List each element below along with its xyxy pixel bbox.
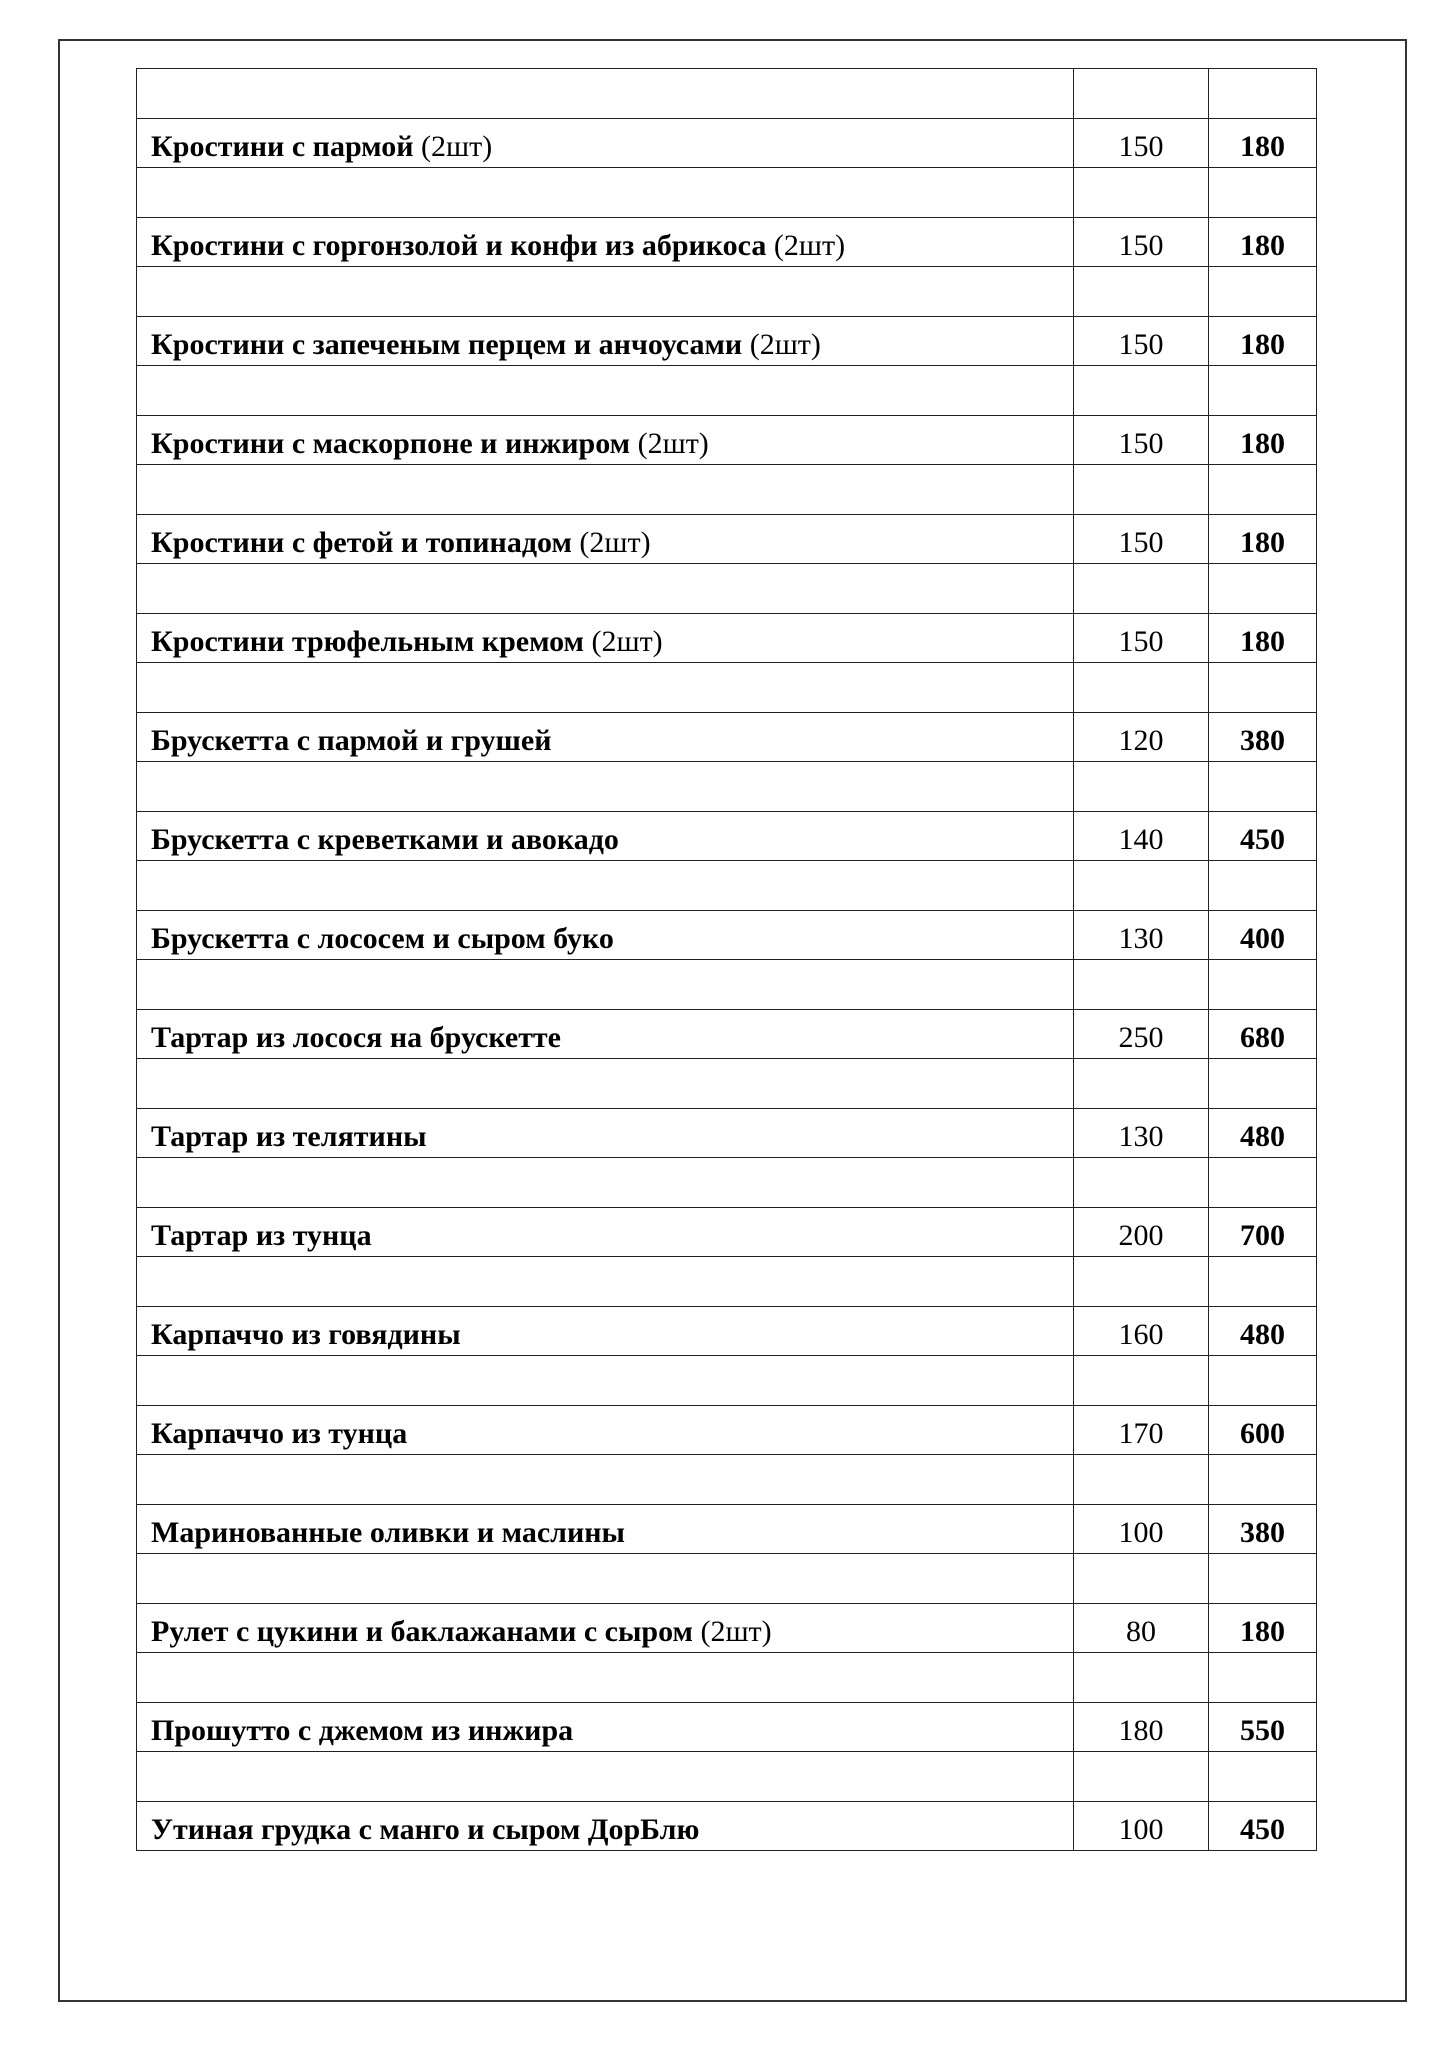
item-price: 180 xyxy=(1209,415,1317,465)
empty-cell xyxy=(137,1653,1074,1703)
menu-item-row xyxy=(137,1504,1317,1554)
item-name: Кростини с маскорпоне и инжиром xyxy=(151,427,631,460)
spacer-row xyxy=(137,69,1317,119)
item-price: 380 xyxy=(1209,1504,1317,1554)
empty-cell xyxy=(1209,564,1317,614)
item-price: 450 xyxy=(1209,811,1317,861)
item-name-cell xyxy=(137,910,1074,960)
empty-cell xyxy=(1209,762,1317,812)
empty-cell xyxy=(137,861,1074,911)
empty-cell xyxy=(1209,168,1317,218)
item-weight: 120 xyxy=(1074,712,1209,762)
empty-cell xyxy=(1074,1257,1209,1307)
menu-item-row xyxy=(137,712,1317,762)
item-weight: 200 xyxy=(1074,1207,1209,1257)
item-name: Кростини трюфельным кремом xyxy=(151,625,584,658)
empty-cell xyxy=(137,960,1074,1010)
empty-cell xyxy=(1209,1356,1317,1406)
spacer-row xyxy=(137,1752,1317,1802)
empty-cell xyxy=(1074,663,1209,713)
item-name-cell xyxy=(137,613,1074,663)
item-weight: 100 xyxy=(1074,1504,1209,1554)
empty-cell xyxy=(137,366,1074,416)
empty-cell xyxy=(1074,861,1209,911)
empty-cell xyxy=(1074,1455,1209,1505)
item-weight: 150 xyxy=(1074,415,1209,465)
item-price: 180 xyxy=(1209,316,1317,366)
item-name: Тартар из лосося на брускетте xyxy=(151,1021,561,1054)
menu-table xyxy=(136,68,1317,1851)
empty-cell xyxy=(1074,1059,1209,1109)
empty-cell xyxy=(137,1455,1074,1505)
item-name-cell xyxy=(137,811,1074,861)
item-name-cell xyxy=(137,1405,1074,1455)
empty-cell xyxy=(137,1158,1074,1208)
menu-item-row xyxy=(137,613,1317,663)
item-weight: 180 xyxy=(1074,1702,1209,1752)
spacer-row xyxy=(137,1257,1317,1307)
empty-cell xyxy=(137,1059,1074,1109)
item-note: (2шт) xyxy=(637,427,709,460)
item-name: Кростини с фетой и топинадом xyxy=(151,526,572,559)
empty-cell xyxy=(1209,1554,1317,1604)
empty-cell xyxy=(1209,366,1317,416)
empty-cell xyxy=(1074,1554,1209,1604)
item-name-cell xyxy=(137,1801,1074,1851)
spacer-row xyxy=(137,1158,1317,1208)
empty-cell xyxy=(137,1356,1074,1406)
empty-cell xyxy=(137,1554,1074,1604)
item-name-cell xyxy=(137,1702,1074,1752)
empty-cell xyxy=(1074,1752,1209,1802)
item-name: Кростини с горгонзолой и конфи из абрикоса xyxy=(151,229,767,262)
item-name: Кростини с запеченым перцем и анчоусами xyxy=(151,328,743,361)
empty-cell xyxy=(1209,1059,1317,1109)
spacer-row xyxy=(137,168,1317,218)
item-note: (2шт) xyxy=(749,328,821,361)
empty-cell xyxy=(137,564,1074,614)
item-name: Прошутто с джемом из инжира xyxy=(151,1714,574,1747)
menu-table-body xyxy=(137,69,1317,1851)
item-name: Брускетта с пармой и грушей xyxy=(151,724,552,757)
item-price: 180 xyxy=(1209,1603,1317,1653)
item-name-cell xyxy=(137,712,1074,762)
menu-item-row xyxy=(137,811,1317,861)
item-name: Тартар из тунца xyxy=(151,1219,372,1252)
item-note: (2шт) xyxy=(773,229,846,262)
item-name: Кростини с пармой xyxy=(151,130,414,163)
item-name-cell xyxy=(137,514,1074,564)
item-price: 480 xyxy=(1209,1108,1317,1158)
empty-cell xyxy=(137,69,1074,119)
item-note: (2шт) xyxy=(421,130,493,163)
item-note: (2шт) xyxy=(579,526,651,559)
empty-cell xyxy=(1074,465,1209,515)
item-price: 380 xyxy=(1209,712,1317,762)
item-weight: 130 xyxy=(1074,910,1209,960)
item-name-cell xyxy=(137,415,1074,465)
item-note: (2шт) xyxy=(700,1615,772,1648)
menu-item-row xyxy=(137,1009,1317,1059)
empty-cell xyxy=(1074,69,1209,119)
spacer-row xyxy=(137,465,1317,515)
menu-item-row xyxy=(137,1801,1317,1851)
item-weight: 140 xyxy=(1074,811,1209,861)
item-price: 180 xyxy=(1209,613,1317,663)
item-weight: 150 xyxy=(1074,118,1209,168)
item-name: Брускетта с лососем и сыром буко xyxy=(151,922,614,955)
item-name: Карпаччо из тунца xyxy=(151,1417,408,1450)
empty-cell xyxy=(1209,267,1317,317)
item-name-cell xyxy=(137,1207,1074,1257)
spacer-row xyxy=(137,564,1317,614)
empty-cell xyxy=(1209,1257,1317,1307)
spacer-row xyxy=(137,366,1317,416)
item-name: Рулет с цукини и баклажанами с сыром xyxy=(151,1615,693,1648)
item-price: 680 xyxy=(1209,1009,1317,1059)
item-name: Тартар из телятины xyxy=(151,1120,427,1153)
menu-item-row xyxy=(137,910,1317,960)
item-price: 700 xyxy=(1209,1207,1317,1257)
empty-cell xyxy=(1074,762,1209,812)
item-weight: 100 xyxy=(1074,1801,1209,1851)
menu-item-row xyxy=(137,217,1317,267)
menu-item-row xyxy=(137,118,1317,168)
spacer-row xyxy=(137,267,1317,317)
spacer-row xyxy=(137,1455,1317,1505)
empty-cell xyxy=(1074,267,1209,317)
item-weight: 150 xyxy=(1074,514,1209,564)
menu-item-row xyxy=(137,1405,1317,1455)
empty-cell xyxy=(1209,663,1317,713)
empty-cell xyxy=(1074,1356,1209,1406)
item-weight: 80 xyxy=(1074,1603,1209,1653)
empty-cell xyxy=(1209,1752,1317,1802)
item-name-cell xyxy=(137,1108,1074,1158)
spacer-row xyxy=(137,861,1317,911)
spacer-row xyxy=(137,1653,1317,1703)
menu-item-row xyxy=(137,1702,1317,1752)
empty-cell xyxy=(1209,1653,1317,1703)
spacer-row xyxy=(137,1554,1317,1604)
menu-item-row xyxy=(137,415,1317,465)
spacer-row xyxy=(137,663,1317,713)
menu-item-row xyxy=(137,1603,1317,1653)
menu-item-row xyxy=(137,1207,1317,1257)
item-price: 180 xyxy=(1209,118,1317,168)
item-name: Брускетта с креветками и авокадо xyxy=(151,823,619,856)
item-weight: 130 xyxy=(1074,1108,1209,1158)
item-name-cell xyxy=(137,1504,1074,1554)
item-price: 180 xyxy=(1209,217,1317,267)
item-price: 480 xyxy=(1209,1306,1317,1356)
spacer-row xyxy=(137,960,1317,1010)
menu-item-row xyxy=(137,1306,1317,1356)
empty-cell xyxy=(1074,1158,1209,1208)
item-name: Маринованные оливки и маслины xyxy=(151,1516,625,1549)
item-price: 400 xyxy=(1209,910,1317,960)
empty-cell xyxy=(1209,861,1317,911)
spacer-row xyxy=(137,1059,1317,1109)
item-name-cell xyxy=(137,217,1074,267)
item-weight: 170 xyxy=(1074,1405,1209,1455)
menu-item-row xyxy=(137,1108,1317,1158)
empty-cell xyxy=(137,465,1074,515)
menu-item-row xyxy=(137,316,1317,366)
empty-cell xyxy=(137,267,1074,317)
spacer-row xyxy=(137,762,1317,812)
item-name-cell xyxy=(137,1009,1074,1059)
empty-cell xyxy=(1209,1158,1317,1208)
empty-cell xyxy=(1074,960,1209,1010)
item-name-cell xyxy=(137,1306,1074,1356)
empty-cell xyxy=(137,663,1074,713)
item-price: 180 xyxy=(1209,514,1317,564)
empty-cell xyxy=(1074,168,1209,218)
empty-cell xyxy=(137,1257,1074,1307)
empty-cell xyxy=(1209,960,1317,1010)
empty-cell xyxy=(1209,69,1317,119)
empty-cell xyxy=(1074,366,1209,416)
item-weight: 160 xyxy=(1074,1306,1209,1356)
empty-cell xyxy=(1209,1455,1317,1505)
empty-cell xyxy=(137,762,1074,812)
item-name: Утиная грудка с манго и сыром ДорБлю xyxy=(151,1813,700,1846)
item-weight: 150 xyxy=(1074,316,1209,366)
item-name: Карпаччо из говядины xyxy=(151,1318,461,1351)
empty-cell xyxy=(1074,564,1209,614)
item-price: 550 xyxy=(1209,1702,1317,1752)
item-weight: 250 xyxy=(1074,1009,1209,1059)
item-price: 600 xyxy=(1209,1405,1317,1455)
menu-item-row xyxy=(137,514,1317,564)
empty-cell xyxy=(1074,1653,1209,1703)
item-name-cell xyxy=(137,118,1074,168)
item-note: (2шт) xyxy=(591,625,663,658)
empty-cell xyxy=(137,168,1074,218)
empty-cell xyxy=(137,1752,1074,1802)
item-weight: 150 xyxy=(1074,217,1209,267)
empty-cell xyxy=(1209,465,1317,515)
spacer-row xyxy=(137,1356,1317,1406)
item-price: 450 xyxy=(1209,1801,1317,1851)
item-name-cell xyxy=(137,316,1074,366)
item-weight: 150 xyxy=(1074,613,1209,663)
item-name-cell xyxy=(137,1603,1074,1653)
